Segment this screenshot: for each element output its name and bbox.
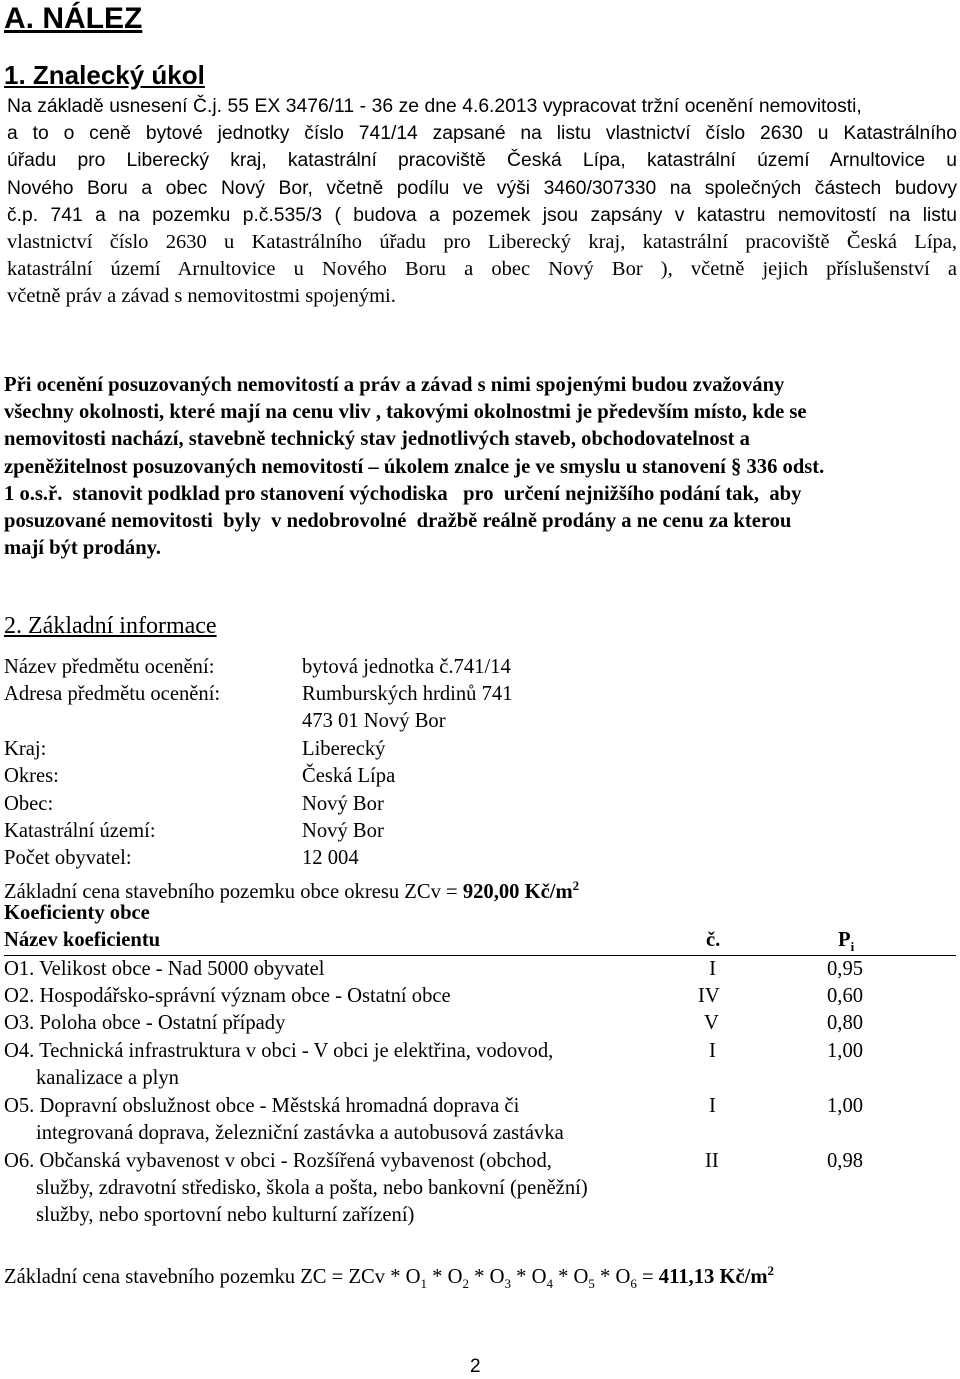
info-value: Česká Lípa xyxy=(302,765,396,787)
coef-name-cont: služby, nebo sportovní nebo kulturní zařízení) xyxy=(36,1204,415,1226)
coef-name: O4. Technická infrastruktura v obci - V obci je elektřina, vodovod, xyxy=(4,1040,554,1062)
bold-line: nemovitosti nachází, stavebně technický stav jednotlivých staveb, obchodovatelnost a xyxy=(4,428,750,451)
price-result: 411,13 $Kč/m^2$ xyxy=(658,1263,774,1288)
info-value: 473 01 Nový Bor xyxy=(302,710,446,732)
coef-num: I xyxy=(709,1095,716,1117)
coef-name-cont: služby, zdravotní středisko, škola a pošta, nebo bankovní (peněžní) xyxy=(36,1177,588,1199)
coef-num: V xyxy=(704,1012,719,1034)
coef-name: O5. Dopravní obslužnost obce - Městská hromadná doprava či xyxy=(4,1095,520,1117)
task-line: Nového Boru a obec Nový Bor, včetně podílu ve výši 3460/307330 na společných částech budovy xyxy=(7,177,957,199)
coef-name-cont: kanalizace a plyn xyxy=(36,1067,179,1089)
info-label: Název předmětu ocenění: xyxy=(4,656,215,678)
coef-num: IV xyxy=(698,985,720,1007)
coef-header-num: č. xyxy=(706,929,721,951)
coef-name: O1. Velikost obce - Nad 5000 obyvatel xyxy=(4,958,325,980)
coef-p: 0,80 xyxy=(827,1012,864,1034)
coef-header-name: Název koeficientu xyxy=(4,929,161,951)
info-value: Nový Bor xyxy=(302,820,384,842)
main-heading: A. NÁLEZ xyxy=(4,2,143,35)
coef-name-cont: integrovaná doprava, železniční zastávka a autobusová zastávka xyxy=(36,1122,564,1144)
info-value: Liberecký xyxy=(302,738,386,760)
section1-title: 1. Znalecký úkol xyxy=(4,60,205,90)
task-line: vlastnictví číslo 2630 u Katastrálního úřadu pro Liberecký kraj, katastrální pracoviště Česká Lípa, xyxy=(7,231,957,254)
info-value: bytová jednotka č.741/14 xyxy=(302,656,511,678)
coef-name: O6. Občanská vybavenost v obci - Rozšířená vybavenost (obchod, xyxy=(4,1150,552,1172)
bold-line: mají být prodány. xyxy=(4,537,161,560)
task-line: úřadu pro Liberecký kraj, katastrální pracoviště Česká Lípa, katastrální území Arnultovice u xyxy=(7,150,957,172)
bold-line: zpeněžitelnost posuzovaných nemovitostí – úkolem znalce je ve smyslu u stanovení § 336 odst. xyxy=(4,455,825,478)
coef-p: 0,60 xyxy=(827,985,864,1007)
info-value: 12 004 xyxy=(302,847,359,869)
price-formula: Základní cena stavebního pozemku ZC = ZCv * $O_1 * O_2 * O_3 * O_4 * O_5 * O_6 = 411,13$ $Kč/m^2$ xyxy=(4,1263,774,1291)
bold-line: posuzované nemovitosti byly v nedobrovolné dražbě reálně prodány a ne cenu za kterou xyxy=(4,510,792,533)
base-price-label: Základní cena stavebního pozemku obce okresu ZCv = xyxy=(4,880,463,903)
coef-p: 1,00 xyxy=(827,1095,864,1117)
coef-header-p: $P_i$ xyxy=(838,929,855,955)
coef-p: 0,95 xyxy=(827,958,864,980)
task-line: č.p. 741 a na pozemku p.č.535/3 ( budova a pozemek jsou zapsány v katastru nemovitostí na listu xyxy=(7,204,957,226)
page-number: 2 xyxy=(470,1356,481,1377)
coef-p: 0,98 xyxy=(827,1150,864,1172)
coef-num: II xyxy=(705,1150,719,1172)
info-label: Kraj: xyxy=(4,738,47,760)
bold-paragraph xyxy=(4,372,956,562)
task-line: Na základě usnesení Č.j. 55 EX 3476/11 - 36 ze dne 4.6.2013 vypracovat tržní ocenění nemovitosti, xyxy=(7,96,862,117)
info-label: Počet obyvatel: xyxy=(4,847,132,869)
coef-name: O3. Poloha obce - Ostatní případy xyxy=(4,1012,286,1034)
info-label: Katastrální území: xyxy=(4,820,156,842)
base-price-value: 920,00 $Kč/m^2$ xyxy=(462,878,580,903)
bold-line: všechny okolnosti, které mají na cenu vliv , takovými okolnostmi je především místo, kde se xyxy=(4,401,807,424)
section2-title: 2. Základní informace xyxy=(4,613,217,639)
info-label: Okres: xyxy=(4,765,59,787)
task-line: katastrální území Arnultovice u Nového Boru a obec Nový Bor ), včetně jejich příslušenství a xyxy=(7,258,957,281)
info-label: Obec: xyxy=(4,793,54,815)
bold-line: 1 o.s.ř. stanovit podklad pro stanovení východiska pro určení nejnižšího podání tak, aby xyxy=(4,482,802,505)
info-value: Nový Bor xyxy=(302,793,384,815)
info-label: Adresa předmětu ocenění: xyxy=(4,683,221,705)
task-line: a to o ceně bytové jednotky číslo 741/14 zapsané na listu vlastnictví číslo 2630 u Katastrálního xyxy=(7,123,957,145)
bold-line: Při ocenění posuzovaných nemovitostí a práv a závad s nimi spojenými budou zvažovány xyxy=(4,374,785,396)
coef-num: I xyxy=(709,958,716,980)
coef-p: 1,00 xyxy=(827,1040,864,1062)
task-paragraph xyxy=(7,93,957,311)
coef-title: Koeficienty obce xyxy=(4,902,150,924)
coef-num: I xyxy=(709,1040,716,1062)
task-line: včetně práv a závad s nemovitostmi spojenými. xyxy=(7,285,396,308)
coef-name: O2. Hospodářsko-správní význam obce - Ostatní obce xyxy=(4,985,451,1007)
info-value: Rumburských hrdinů 741 xyxy=(302,683,513,705)
